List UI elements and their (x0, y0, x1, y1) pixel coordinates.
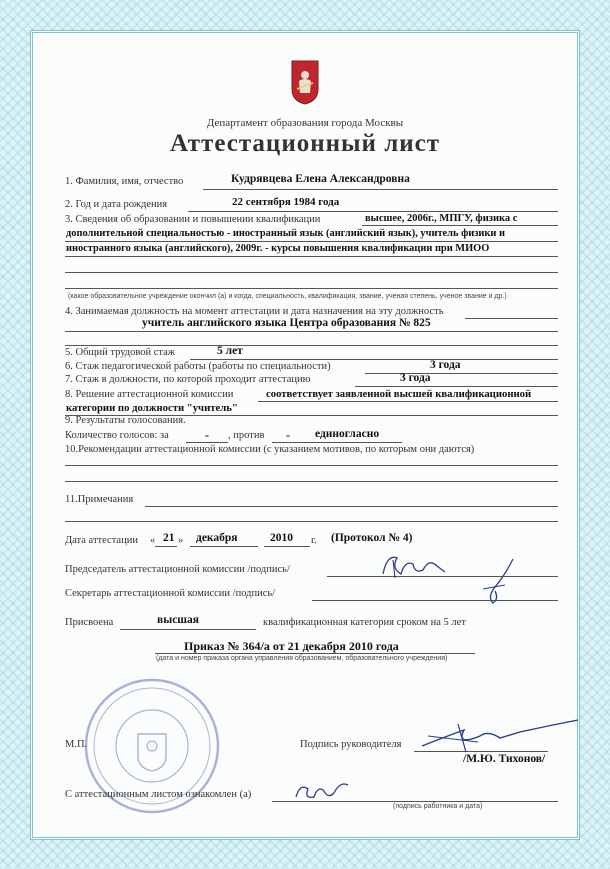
field-3-line-2 (65, 241, 558, 242)
employee-signature (290, 775, 360, 805)
field-9-label: 9. Результаты голосования. (65, 415, 186, 426)
attestation-date-label: Дата аттестации (65, 535, 138, 546)
secretary-signature-line (312, 600, 558, 601)
field-6-line (365, 373, 558, 374)
field-7-line (355, 386, 558, 387)
head-signature-label: Подпись руководителя (300, 739, 402, 750)
page-title: Аттестационный лист (169, 130, 441, 157)
field-3-line-1 (362, 225, 558, 226)
votes-against-label: , против (228, 430, 265, 441)
field-3-label: 3. Сведения об образовании и повышении квалификации (65, 214, 321, 225)
field-10-label: 10.Рекомендации аттестационной комиссии (с указанием мотивов, по которым они даются) (65, 444, 475, 455)
field-4-line-2 (65, 331, 558, 332)
votes-label: Количество голосов: за (65, 430, 169, 441)
field-2-line (188, 211, 558, 212)
protocol-number: (Протокол № 4) (331, 532, 413, 544)
field-5-line (190, 359, 558, 360)
field-3-note: (какое образовательное учреждение окончил (а) и когда, специальность, квалификация, звание, ученая степень, ученое звание и др.) (68, 293, 507, 300)
field-10-line-1 (65, 465, 558, 466)
date-year-suffix: г. (311, 535, 317, 546)
field-4-value: учитель английского языка Центра образования № 825 (142, 317, 431, 329)
field-8-value-1: соответствует заявленной высшей квалификационной (266, 388, 532, 400)
field-1-value: Кудрявцева Елена Александровна (231, 173, 410, 185)
field-4-line-3 (65, 345, 558, 346)
order-value: Приказ № 364/а от 21 декабря 2010 года (184, 639, 399, 653)
date-month-line (190, 546, 258, 547)
field-3-line-3 (65, 256, 558, 257)
field-6-value: 3 года (430, 359, 461, 371)
field-4-line-1 (465, 318, 558, 319)
acquainted-label: С аттестационным листом ознакомлен (а) (65, 789, 252, 800)
date-month: декабря (196, 532, 238, 544)
field-1-line (203, 189, 558, 190)
field-11-line-2 (65, 521, 558, 522)
field-3-value-3: иностранного языка (английского), 2009г. - курсы повышения квалификации при МИОО (66, 243, 490, 254)
field-11-label: 11.Примечания (65, 494, 134, 505)
order-line (155, 653, 475, 654)
field-2-label: 2. Год и дата рождения (65, 199, 168, 210)
field-1-label: 1. Фамилия, имя, отчество (65, 176, 184, 187)
head-signature (418, 716, 583, 756)
secretary-signature (465, 555, 520, 610)
assigned-label: Присвоена (65, 617, 114, 628)
field-8-label: 8. Решение аттестационной комиссии (65, 389, 234, 400)
field-10-line-2 (65, 481, 558, 482)
date-year: 2010 (270, 532, 293, 544)
date-day-line (155, 546, 177, 547)
field-4-label: 4. Занимаемая должность на момент аттестации и дата назначения на эту должность (65, 306, 444, 317)
field-7-value: 3 года (400, 372, 431, 384)
votes-result: единогласно (315, 428, 380, 440)
mp-label: М.П. (65, 739, 88, 750)
field-3-value-1: высшее, 2006г., МПГУ, физика с (365, 213, 518, 224)
date-year-line (264, 546, 310, 547)
field-3-line-4 (65, 272, 558, 273)
chair-signature-label: Председатель аттестационной комиссии /подпись/ (65, 564, 290, 575)
field-3-value-2: дополнительной специальностью - иностранный язык (английский язык), учитель физики и (66, 228, 505, 239)
votes-for-value: - (205, 428, 209, 442)
field-6-label: 6. Стаж педагогической работы (работы по специальности) (65, 361, 331, 372)
field-8-line-1 (258, 401, 558, 402)
moscow-emblem-icon (290, 59, 320, 105)
assigned-suffix: квалификационная категория сроком на 5 лет (263, 617, 466, 628)
field-11-line-1 (145, 506, 558, 507)
assigned-value: высшая (157, 614, 199, 626)
secretary-signature-label: Секретарь аттестационной комиссии /подпись/ (65, 588, 276, 599)
department-name: Департамент образования города Москвы (206, 117, 404, 129)
field-7-label: 7. Стаж в должности, по которой проходит аттестацию (65, 374, 311, 385)
chair-signature (375, 550, 455, 584)
field-5-label: 5. Общий трудовой стаж (65, 347, 176, 358)
acquainted-note: (подпись работника и дата) (393, 803, 483, 810)
assigned-line (120, 629, 256, 630)
date-day: 21 (163, 532, 175, 544)
field-5-value: 5 лет (217, 345, 243, 357)
votes-against-value: - (286, 428, 290, 442)
field-3-line-5 (65, 288, 558, 289)
date-quote-open: « (150, 535, 156, 546)
head-name: /М.Ю. Тихонов/ (463, 753, 546, 765)
field-8-value-2: категории по должности "учитель" (66, 402, 238, 414)
votes-against-line (272, 442, 402, 443)
field-2-value: 22 сентября 1984 года (232, 196, 340, 208)
date-quote-close: » (178, 535, 184, 546)
order-note: (дата и номер приказа органа управления образованием, образовательного учреждения) (156, 655, 448, 662)
